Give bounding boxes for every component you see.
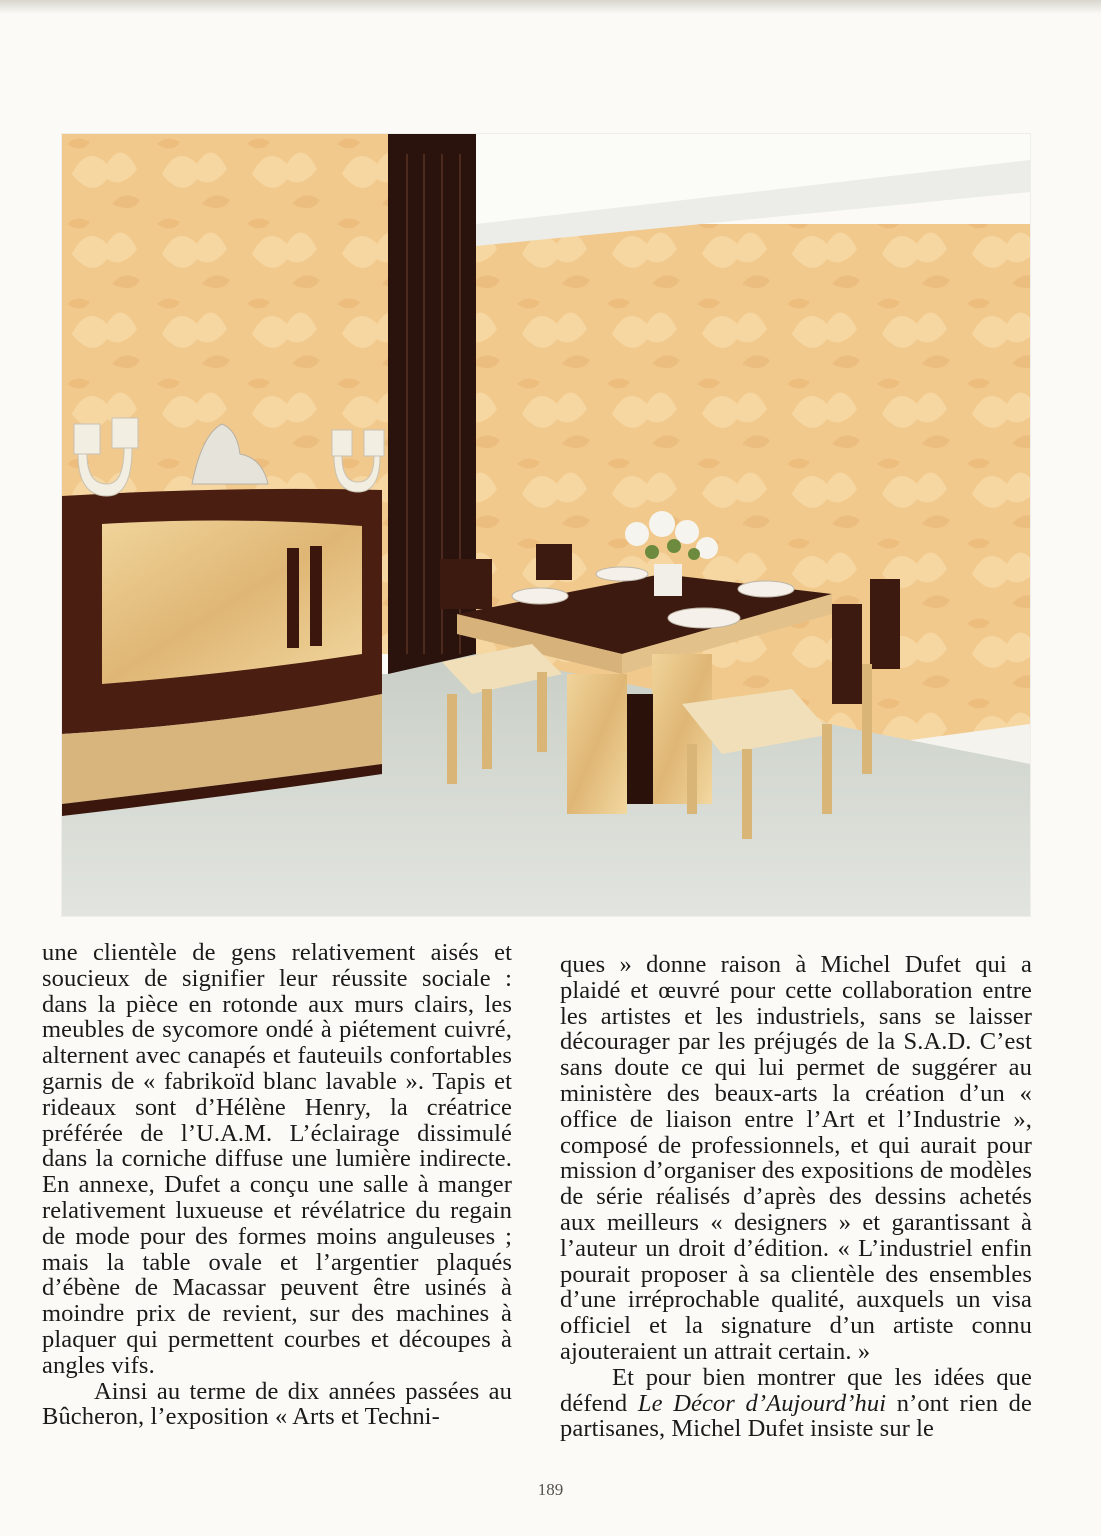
interior-photograph xyxy=(62,134,1030,916)
right-paragraph-2 xyxy=(560,1365,1032,1442)
right-paragraph-2-end: n’ont rien de partisanes, Michel Dufet insiste sur le xyxy=(560,1389,1032,1443)
left-text-column xyxy=(42,940,512,1430)
journal-title: Le Décor d’Aujourd’hui xyxy=(637,1389,887,1417)
right-paragraph-1: ques » donne raison à Michel Dufet qui a plaidé et œuvré pour cette collaboration entre les artistes et les industriels, sans se laisser décourager par les préjugés de la S.A.D. C’est sans doute ce qui lui permet de suggérer au ministère des beaux-arts la création d’un « office de liaison entre l’Art et l’Industrie », composé de professionnels, et qui aurait pour mission d’organiser des expositions de modèles de série réalisés d’après des dessins achetés aux meilleurs « designers » et garantissant à l’auteur un droit d’édition. « L’industriel enfin pourait proposer à sa clientèle des ensembles d’une irréprochable qualité, auxquels un visa officiel et la signature d’un artiste connu ajouteraient un attrait certain. » xyxy=(560,951,1032,1365)
left-paragraph-2: Ainsi au terme de dix années passées au Bûcheron, l’exposition « Arts et Techni- xyxy=(42,1377,512,1431)
page-number: 189 xyxy=(537,1480,564,1499)
left-paragraph-1: une clientèle de gens relativement aisés et soucieux de signifier leur réussite sociale : dans la pièce en rotonde aux murs clairs, les meubles de sycomore ondé à piétement cuivré, alternent avec canapés et fauteuils confortables garnis de « fabrikoïd blanc lavable ». Tapis et rideaux sont d’Hélène Henry, la créatrice préférée de l’U.A.M. L’éclairage dissimulé dans la corniche diffuse une lumière indirecte. En annexe, Dufet a conçu une salle à manger relativement luxueuse et révélatrice du regain de mode pour des formes moins anguleuses ; mais la table ovale et l’argentier plaqués d’ébène de Macassar peuvent être usinés à moindre prix de revient, sur des machines à plaquer qui permettent courbes et découpes à angles vifs. xyxy=(42,939,512,1379)
right-text-column xyxy=(560,952,1032,1442)
scan-top-edge xyxy=(0,0,1101,14)
right-paragraph-2-start: Et pour bien montrer que les idées que défend xyxy=(560,1363,1032,1417)
